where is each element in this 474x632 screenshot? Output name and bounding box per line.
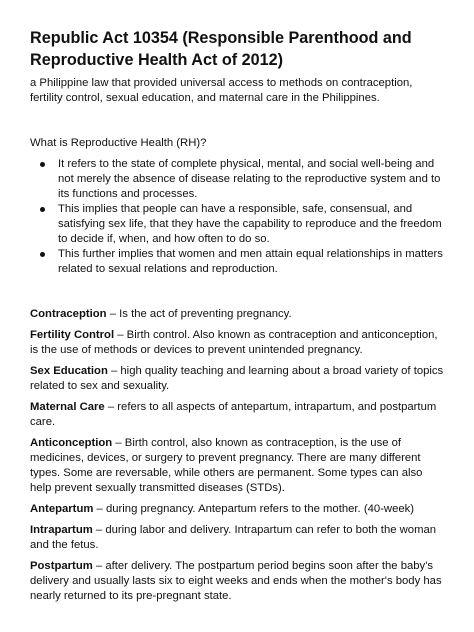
definition-text: – after delivery. The postpartum period begins soon after the baby's delivery and usually lasts six to eight weeks and ends when the mother's body has nearly returned to its pre-pregnant state. bbox=[30, 560, 442, 602]
bullet-dot-icon bbox=[40, 162, 45, 167]
definition-contraception bbox=[30, 307, 444, 322]
definition-text: – Birth control, also known as contraception, is the use of medicines, devices, or surgery to prevent pregnancy. There are many different types. Some are reversable, while others are permanent. Some types can also help prevent sexually transmitted diseases (STDs). bbox=[30, 437, 423, 494]
intro-paragraph: a Philippine law that provided universal access to methods on contraception, fertility control, sexual education, and maternal care in the Philippines. bbox=[30, 77, 413, 104]
definition-intrapartum bbox=[30, 523, 444, 553]
bullet-text: It refers to the state of complete physical, mental, and social well-being and not merely the absence of disease relating to the reproductive system and to its functions and processes. bbox=[58, 158, 441, 200]
definition-text: – during labor and delivery. Intrapartum can refer to both the woman and the fetus. bbox=[30, 524, 437, 551]
definition-text: – high quality teaching and learning about a broad variety of topics related to sex and sexuality. bbox=[30, 365, 444, 392]
rh-bullet-list bbox=[30, 157, 444, 277]
definition-term: Contraception bbox=[30, 308, 107, 320]
bullet-item bbox=[30, 202, 444, 247]
definition-term: Sex Education bbox=[30, 365, 108, 377]
definition-anticonception bbox=[30, 436, 444, 496]
bullet-text: This further implies that women and men attain equal relationships in matters related to sexual relations and reproduction. bbox=[58, 248, 443, 275]
definition-postpartum bbox=[30, 559, 444, 604]
definition-term: Postpartum bbox=[30, 560, 93, 572]
bullet-item bbox=[30, 247, 444, 277]
rh-question-heading: What is Reproductive Health (RH)? bbox=[30, 137, 207, 149]
definition-term: Fertility Control bbox=[30, 329, 115, 341]
bullet-item bbox=[30, 157, 444, 202]
definition-term: Maternal Care bbox=[30, 401, 105, 413]
definition-sex-education bbox=[30, 364, 444, 394]
definition-maternal-care bbox=[30, 400, 444, 430]
bullet-dot-icon bbox=[40, 207, 45, 212]
definition-term: Intrapartum bbox=[30, 524, 93, 536]
definitions-section bbox=[30, 307, 444, 604]
definition-text: – refers to all aspects of antepartum, intrapartum, and postpartum care. bbox=[30, 401, 437, 428]
definition-antepartum bbox=[30, 502, 444, 517]
definition-term: Antepartum bbox=[30, 503, 94, 515]
definition-text: – Birth control. Also known as contraception and anticonception, is the use of methods or devices to prevent unintended pregnancy. bbox=[30, 329, 438, 356]
bullet-text: This implies that people can have a responsible, safe, consensual, and satisfying sex life, that they have the capability to reproduce and the freedom to decide if, when, and how often to do so. bbox=[58, 203, 442, 245]
document-title: Republic Act 10354 (Responsible Parenthood and Reproductive Health Act of 2012) bbox=[30, 29, 412, 69]
definition-fertility-control bbox=[30, 328, 444, 358]
bullet-dot-icon bbox=[40, 252, 45, 257]
definition-term: Anticonception bbox=[30, 437, 113, 449]
definition-text: – during pregnancy. Antepartum refers to the mother. (40-week) bbox=[93, 503, 415, 515]
definition-text: – Is the act of preventing pregnancy. bbox=[106, 308, 292, 320]
